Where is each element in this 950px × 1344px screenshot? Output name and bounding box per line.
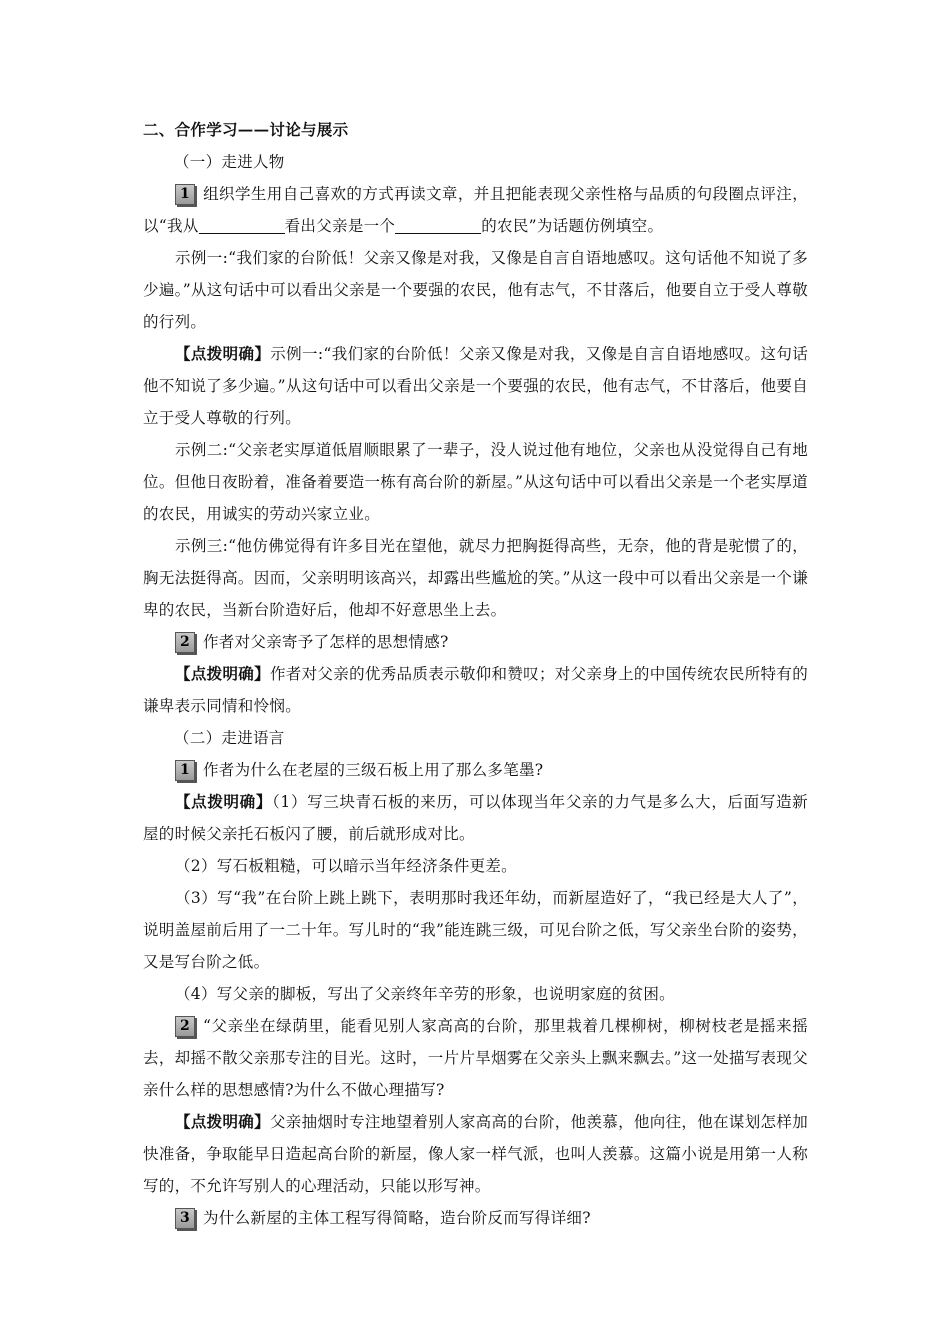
hint-paragraph-3 [143, 786, 808, 850]
point-4: （4）写父亲的脚板，写出了父亲终年辛劳的形象，也说明家庭的贫困。 [175, 985, 675, 1003]
question-number-badge: 1 [175, 760, 195, 781]
part2-question-3 [143, 1202, 808, 1234]
question-text-a: 组织学生用自己喜欢的方式再读文章，并且把能表现父亲性格与品质的句段圈点评注，以“我从 [143, 185, 808, 235]
point-3: （3）写“我”在台阶上跳上跳下，表明那时我还年幼，而新屋造好了，“我已经是大人了”，说明盖屋前后用了一二十年。写儿时的“我”能连跳三级，可见台阶之低，写父亲坐台阶的姿势，又是写台阶之低。 [143, 889, 808, 971]
question-number-badge: 3 [175, 1208, 195, 1229]
hint-text: 作者对父亲的优秀品质表示敬仰和赞叹；对父亲身上的中国传统农民所特有的谦卑表示同情和怜悯。 [143, 665, 808, 715]
example-3: 示例三:“他仿佛觉得有许多目光在望他，就尽力把胸挺得高些，无奈，他的背是驼惯了的，胸无法挺得高。因而，父亲明明该高兴，却露出些尴尬的笑。”从这一段中可以看出父亲是一个谦卑的农民，当新台阶造好后，他却不好意思坐上去。 [143, 537, 808, 619]
example-2: 示例二:“父亲老实厚道低眉顺眼累了一辈子，没人说过他有地位，父亲也从没觉得自己有地位。但他日夜盼着，准备着要造一栋有高台阶的新屋。”从这句话中可以看出父亲是一个老实厚道的农民，用诚实的劳动兴家立业。 [143, 441, 808, 523]
point-2: （2）写石板粗糙，可以暗示当年经济条件更差。 [175, 857, 517, 875]
question-number-badge: 1 [175, 184, 195, 205]
question-text: 作者为什么在老屋的三级石板上用了那么多笔墨? [203, 761, 544, 779]
document-body [143, 114, 808, 1234]
hint-tag: 【点拨明确】 [175, 344, 271, 363]
question-text: 为什么新屋的主体工程写得简略，造台阶反而写得详细? [203, 1209, 591, 1227]
question-text-c: 的农民”为话题仿例填空。 [481, 217, 664, 235]
hint-text: 示例一:“我们家的台阶低！父亲又像是对我，又像是自言自语地感叹。这句话他不知说了多少遍。”从这句话中可以看出父亲是一个要强的农民，他有志气，不甘落后，他要自立于受人尊敬的行列。 [143, 345, 808, 427]
hint-paragraph-1 [143, 338, 808, 434]
question-number-badge: 2 [175, 632, 195, 653]
hint-tag: 【点拨明确】 [175, 664, 270, 683]
question-number-badge: 2 [175, 1016, 195, 1037]
example-1: 示例一:“我们家的台阶低！父亲又像是对我，又像是自言自语地感叹。这句话他不知说了多少遍。”从这句话中可以看出父亲是一个要强的农民，他有志气，不甘落后，他要自立于受人尊敬的行列。 [143, 249, 808, 331]
section-title: 二、合作学习——讨论与展示 [143, 120, 349, 139]
part1-question-1 [143, 178, 808, 242]
question-text: “父亲坐在绿荫里，能看见别人家高高的台阶，那里栽着几棵柳树，柳树枝老是摇来摇去，却摇不散父亲那专注的目光。这时，一片片旱烟雾在父亲头上飘来飘去。”这一处描写表现父亲什么样的思想感情?为什么不做心理描写? [143, 1017, 808, 1099]
hint-text: 父亲抽烟时专注地望着别人家高高的台阶，他羡慕，他向往，他在谋划怎样加快准备，争取能早日造起高台阶的新屋，像人家一样气派，也叫人羡慕。这篇小说是用第一人称写的，不允许写别人的心理活动，只能以形写神。 [143, 1113, 808, 1195]
fill-blank-1 [199, 215, 285, 234]
hint-text: （1）写三块青石板的来历，可以体现当年父亲的力气是多么大，后面写造新屋的时候父亲托石板闪了腰，前后就形成对比。 [143, 793, 808, 843]
part1-question-2 [143, 626, 808, 658]
part2-question-1 [143, 754, 808, 786]
hint-tag: 【点拨明确】 [175, 792, 273, 811]
question-text: 作者对父亲寄予了怎样的思想情感? [203, 633, 449, 651]
fill-blank-2 [395, 215, 481, 234]
hint-tag: 【点拨明确】 [175, 1112, 270, 1131]
hint-paragraph-2 [143, 658, 808, 722]
part2-heading: （二）走进语言 [174, 729, 285, 747]
part2-question-2 [143, 1010, 808, 1106]
hint-paragraph-4 [143, 1106, 808, 1202]
question-text-b: 看出父亲是一个 [284, 217, 396, 235]
part1-heading: （一）走进人物 [174, 153, 285, 171]
